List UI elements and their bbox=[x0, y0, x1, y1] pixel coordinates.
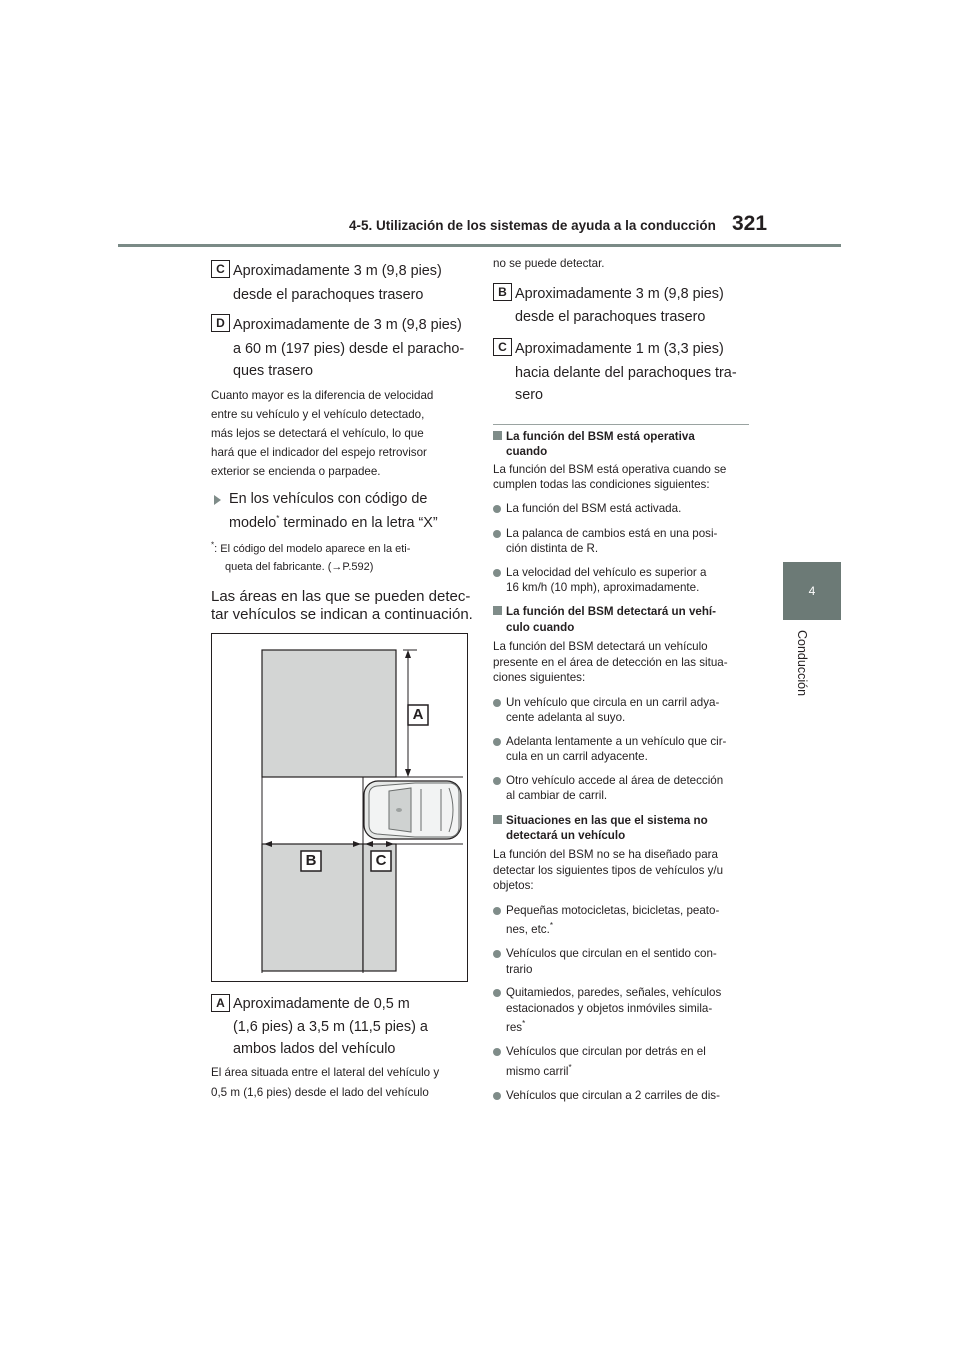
sec3-body-line1: La función del BSM no se ha diseñado para bbox=[493, 848, 718, 861]
item-b-line2: desde el parachoques trasero bbox=[515, 309, 706, 325]
sec3-bullet3-line1: Quitamiedos, paredes, señales, vehículos bbox=[506, 986, 722, 999]
label-badge-c: C bbox=[493, 338, 512, 356]
section-divider bbox=[493, 424, 749, 425]
note-line: hará que el indicador del espejo retrovisor bbox=[211, 446, 427, 459]
chapter-tab: 4 bbox=[783, 562, 841, 620]
item-a-line3: ambos lados del vehículo bbox=[233, 1041, 396, 1057]
sec3-bullet2-line2: trario bbox=[506, 963, 533, 976]
sec3-body-line3: objetos: bbox=[493, 879, 534, 892]
bullet-icon bbox=[493, 738, 501, 746]
label-badge-b: B bbox=[493, 283, 512, 301]
areas-intro-line2: tar vehículos se indican a continuación. bbox=[211, 606, 473, 623]
item-c-line2: desde el parachoques trasero bbox=[233, 287, 424, 303]
area-note-line2: 0,5 m (1,6 pies) desde el lado del vehículo bbox=[211, 1086, 429, 1099]
detection-area-diagram bbox=[211, 633, 468, 982]
item-b bbox=[493, 283, 512, 301]
sec1-heading-line2: cuando bbox=[506, 445, 548, 458]
item-c-line1: Aproximadamente 3 m (9,8 pies) bbox=[233, 263, 442, 279]
bullet-icon bbox=[493, 569, 501, 577]
bullet-icon bbox=[493, 950, 501, 958]
section-title: 4-5. Utilización de los sistemas de ayuda a la conducción bbox=[349, 218, 716, 233]
header-rule bbox=[118, 244, 841, 247]
item-a-line2: (1,6 pies) a 3,5 m (11,5 pies) a bbox=[233, 1019, 428, 1035]
sec3-bullet4-line1: Vehículos que circulan por detrás en el bbox=[506, 1045, 706, 1058]
item-c-right-line3: sero bbox=[515, 387, 543, 403]
note-line: más lejos se detectará el vehículo, lo que bbox=[211, 427, 424, 440]
item-d-line1: Aproximadamente de 3 m (9,8 pies) bbox=[233, 317, 462, 333]
note-line: exterior se encienda o parpadee. bbox=[211, 465, 381, 478]
sec2-heading-line1: La función del BSM detectará un vehí- bbox=[506, 605, 717, 618]
square-bullet-icon bbox=[493, 815, 502, 824]
item-b-line1: Aproximadamente 3 m (9,8 pies) bbox=[515, 286, 724, 302]
label-badge-a: A bbox=[211, 994, 230, 1012]
bullet-icon bbox=[493, 777, 501, 785]
square-bullet-icon bbox=[493, 431, 502, 440]
figure-label-c: C bbox=[375, 852, 387, 869]
sec2-bullet1-line1: Un vehículo que circula en un carril adya- bbox=[506, 696, 720, 709]
figure-label-a: A bbox=[412, 706, 424, 723]
item-d-line3: ques trasero bbox=[233, 363, 313, 379]
sec2-body-line1: La función del BSM detectará un vehículo bbox=[493, 640, 708, 653]
page-number: 321 bbox=[732, 212, 768, 235]
sec3-bullet3-line3: res* bbox=[506, 1019, 526, 1034]
sec3-body-line2: detectar los siguientes tipos de vehículos y/u bbox=[493, 864, 724, 877]
sec2-bullet3-line2: al cambiar de carril. bbox=[506, 789, 608, 802]
sec1-body-line1: La función del BSM está operativa cuando se bbox=[493, 463, 727, 476]
bullet-icon bbox=[493, 1092, 501, 1100]
item-a-line1: Aproximadamente de 0,5 m bbox=[233, 996, 410, 1012]
bullet-icon bbox=[493, 505, 501, 513]
arrow-bullet-icon bbox=[214, 490, 222, 506]
sec1-bullet3-line1: La velocidad del vehículo es superior a bbox=[506, 566, 707, 579]
bullet-icon bbox=[493, 699, 501, 707]
footnote-line1: *: El código del modelo aparece en la eti- bbox=[211, 540, 411, 555]
bullet-icon bbox=[493, 989, 501, 997]
sec3-bullet5-line1: Vehículos que circulan a 2 carriles de dis- bbox=[506, 1089, 720, 1102]
continuation-line: no se puede detectar. bbox=[493, 257, 605, 270]
item-c bbox=[211, 260, 230, 278]
sec3-bullet1-line2: nes, etc.* bbox=[506, 921, 553, 936]
note-line: Cuanto mayor es la diferencia de velocidad bbox=[211, 389, 434, 402]
label-badge-d: D bbox=[211, 314, 230, 332]
sec1-bullet2-line2: ción distinta de R. bbox=[506, 542, 599, 555]
bullet-icon bbox=[493, 907, 501, 915]
bullet-icon bbox=[493, 530, 501, 538]
area-note-line1: El área situada entre el lateral del vehículo y bbox=[211, 1066, 440, 1079]
sec2-body-line3: ciones siguientes: bbox=[493, 671, 586, 684]
item-c-right bbox=[493, 338, 512, 356]
sec3-heading-line2: detectará un vehículo bbox=[506, 829, 626, 842]
label-badge-c: C bbox=[211, 260, 230, 278]
sec1-bullet1: La función del BSM está activada. bbox=[506, 502, 682, 515]
areas-intro-line1: Las áreas en las que se pueden detec- bbox=[211, 588, 471, 605]
sec2-bullet1-line2: cente adelanta al suyo. bbox=[506, 711, 626, 724]
sec1-bullet2-line1: La palanca de cambios está en una posi- bbox=[506, 527, 718, 540]
sec3-bullet4-line2: mismo carril* bbox=[506, 1063, 572, 1078]
sec3-heading-line1: Situaciones en las que el sistema no bbox=[506, 814, 708, 827]
sec3-bullet2-line1: Vehículos que circulan en el sentido con- bbox=[506, 947, 717, 960]
arrow-item-line2: modelo* terminado en la letra “X” bbox=[229, 514, 438, 531]
footnote-line2: queta del fabricante. (→P.592) bbox=[225, 561, 374, 573]
figure-label-b: B bbox=[305, 852, 317, 869]
item-c-right-line2: hacia delante del parachoques tra- bbox=[515, 365, 737, 381]
sec1-bullet3-line2: 16 km/h (10 mph), aproximadamente. bbox=[506, 581, 700, 594]
sec3-bullet1-line1: Pequeñas motocicletas, bicicletas, peato- bbox=[506, 904, 720, 917]
item-d-line2: a 60 m (197 pies) desde el paracho- bbox=[233, 341, 465, 357]
sec2-bullet2-line2: cula en un carril adyacente. bbox=[506, 750, 648, 763]
sec2-heading-line2: culo cuando bbox=[506, 621, 575, 634]
arrow-item-line1: En los vehículos con código de bbox=[229, 491, 428, 507]
sec2-bullet3-line1: Otro vehículo accede al área de detección bbox=[506, 774, 724, 787]
sec1-heading-line1: La función del BSM está operativa bbox=[506, 430, 695, 443]
square-bullet-icon bbox=[493, 606, 502, 615]
sec2-bullet2-line1: Adelanta lentamente a un vehículo que cir- bbox=[506, 735, 727, 748]
sec1-body-line2: cumplen todas las condiciones siguientes: bbox=[493, 478, 710, 491]
item-c-right-line1: Aproximadamente 1 m (3,3 pies) bbox=[515, 341, 724, 357]
item-a bbox=[211, 994, 230, 1012]
note-line: entre su vehículo y el vehículo detectado, bbox=[211, 408, 425, 421]
item-d bbox=[211, 314, 230, 332]
sec2-body-line2: presente en el área de detección en las situa- bbox=[493, 656, 728, 669]
chapter-label: Conducción bbox=[795, 630, 809, 697]
bullet-icon bbox=[493, 1048, 501, 1056]
sec3-bullet3-line2: estacionados y objetos inmóviles simila- bbox=[506, 1002, 713, 1015]
